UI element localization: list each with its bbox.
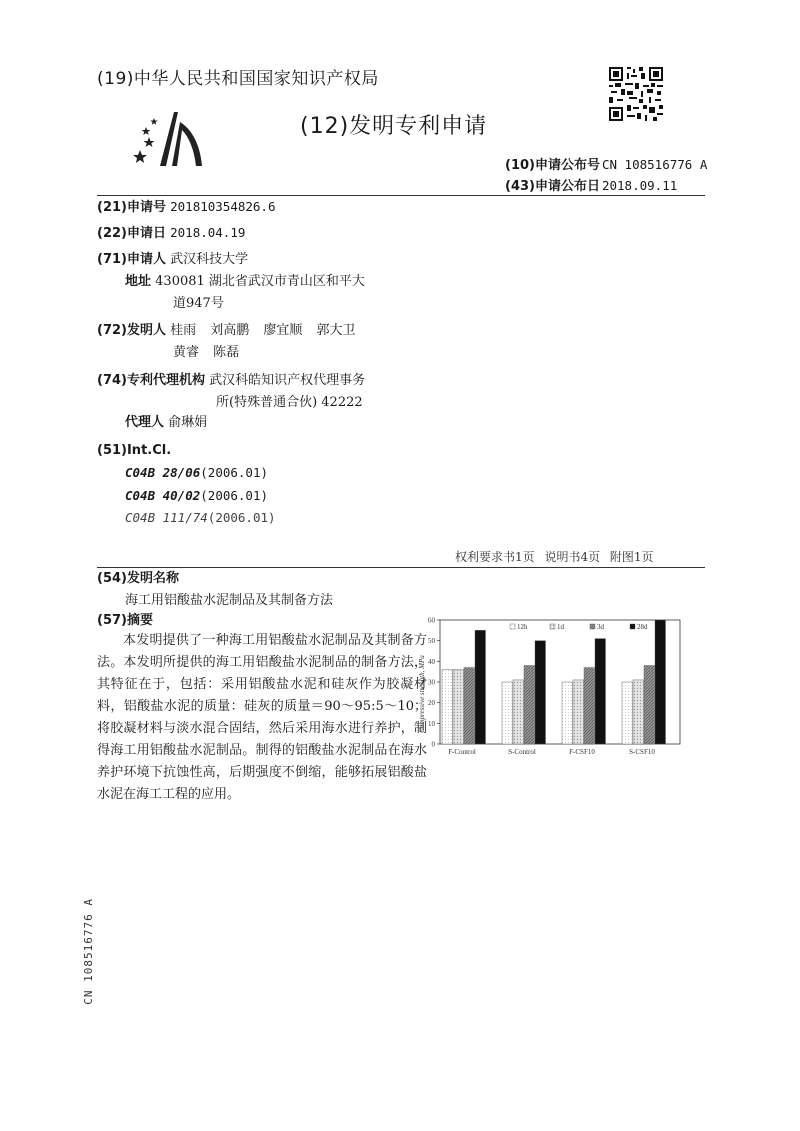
agent-field (125, 412, 207, 434)
legend-swatch (590, 624, 595, 629)
bar-1d (633, 680, 644, 744)
x-tick-label: F-CSF10 (569, 748, 595, 756)
legend-swatch (550, 624, 555, 629)
abstract-text: 本发明提供了一种海工用铝酸盐水泥制品及其制备方法。本发明所提供的海工用铝酸盐水泥制品的制备方法，其特征在于，包括：采用铝酸盐水泥和硅灰作为胶凝材料，铝酸盐水泥的质量：硅灰的质量＝90～95:5～10；将胶凝材料与淡水混合固结，然后采用海水进行养护，制得海工用铝酸盐水泥制品。制得的铝酸盐水泥制品在海水养护环境下抗蚀性高，后期强度不倒缩，能够拓展铝酸盐水泥在海工工程的应用。 (97, 633, 427, 802)
agent-name: 俞琳娟 (168, 415, 208, 430)
inventors-line-2: 黄睿 陈磊 (173, 345, 240, 360)
ipc-date: (2006.01) (207, 510, 276, 525)
address-field (125, 271, 365, 293)
legend-label: 3d (597, 623, 604, 631)
legend-label: 28d (637, 623, 648, 631)
abstract-label: (57)摘要 (97, 613, 153, 628)
bar-3d (464, 668, 475, 744)
agency-line-1: 武汉科皓知识产权代理事务 (209, 373, 366, 388)
bar-1d (573, 680, 584, 744)
office-name: (19)中华人民共和国国家知识产权局 (97, 69, 379, 89)
bar-3d (524, 665, 535, 744)
y-tick-label: 50 (428, 637, 435, 646)
y-axis-label: Compressive strength, MPa (418, 655, 426, 733)
bar-3d (584, 668, 595, 744)
filing-date: 2018.04.19 (170, 225, 246, 240)
agent-label: 代理人 (125, 415, 165, 430)
qr-code-icon (609, 67, 663, 121)
page-count-summary: 权利要求书1页 说明书4页 附图1页 (455, 550, 654, 564)
filing-date-field (97, 222, 245, 245)
publication-date-row (505, 175, 677, 194)
address-label: 地址 (125, 274, 152, 289)
bar-12h (502, 682, 513, 744)
x-tick-label: S-CSF10 (629, 748, 655, 756)
application-number: 201810354826.6 (170, 199, 276, 214)
document-kind: (12)发明专利申请 (300, 114, 488, 139)
publication-number-row (505, 154, 707, 173)
publication-number: CN 108516776 A (601, 157, 708, 172)
legend-swatch (630, 624, 635, 629)
agency-field (97, 370, 365, 392)
applicant-label: (71)申请人 (97, 252, 166, 267)
application-number-field (97, 196, 275, 219)
address-line-1: 430081 湖北省武汉市青山区和平大 (155, 274, 365, 289)
inventors-field (97, 320, 356, 342)
y-tick-label: 10 (428, 719, 435, 728)
bar-28d (535, 641, 546, 744)
publication-number-label: (10)申请公布号 (505, 158, 600, 173)
agency-line-2: 所(特殊普通合伙) 42222 (216, 395, 363, 410)
section-divider (97, 567, 705, 568)
bar-28d (475, 630, 486, 744)
legend-swatch (510, 624, 515, 629)
ipc-date: (2006.01) (200, 488, 268, 503)
title-label: (54)发明名称 (97, 571, 179, 586)
side-publication-number: CN 108516776 A (82, 898, 95, 1005)
ipc-field (97, 440, 171, 462)
y-tick-label: 60 (428, 616, 435, 625)
y-tick-label: 30 (428, 678, 435, 687)
publication-date: 2018.09.11 (601, 178, 678, 193)
application-number-label: (21)申请号 (97, 200, 166, 215)
bar-1d (453, 670, 464, 744)
applicant-name: 武汉科技大学 (170, 252, 249, 267)
invention-title: 海工用铝酸盐水泥制品及其制备方法 (125, 593, 334, 608)
filing-date-label: (22)申请日 (97, 226, 166, 241)
address-line-2: 道947号 (173, 296, 224, 311)
x-tick-label: S-Control (508, 748, 536, 756)
y-tick-label: 20 (428, 699, 435, 708)
compressive-strength-chart (408, 612, 688, 768)
inventors-line-1: 桂雨 刘高鹏 廖宜顺 郭大卫 (170, 323, 356, 338)
ipc-label: (51)Int.Cl. (97, 443, 172, 458)
y-tick-label: 40 (428, 657, 435, 666)
bar-28d (595, 639, 606, 744)
ipc-code: C04B 28/06 (125, 465, 201, 480)
bar-28d (655, 620, 666, 744)
legend-label: 1d (557, 623, 564, 631)
x-tick-label: F-Control (448, 748, 476, 756)
bar-12h (442, 670, 453, 744)
bar-12h (562, 682, 573, 744)
ipc-entry (125, 510, 276, 525)
ipc-code: C04B 111/74 (125, 510, 208, 525)
ipc-date: (2006.01) (200, 465, 268, 480)
agency-label: (74)专利代理机构 (97, 373, 205, 388)
publication-date-label: (43)申请公布日 (505, 179, 600, 194)
cnipa-logo-icon (130, 108, 210, 168)
bar-3d (644, 665, 655, 744)
bar-12h (622, 682, 633, 744)
legend-label: 12h (517, 623, 528, 631)
ipc-entry (125, 465, 268, 480)
ipc-entry (125, 488, 268, 503)
ipc-code: C04B 40/02 (125, 488, 201, 503)
applicant-field (97, 249, 248, 271)
bar-1d (513, 680, 524, 744)
y-tick-label: 0 (431, 740, 435, 749)
inventors-label: (72)发明人 (97, 323, 166, 338)
